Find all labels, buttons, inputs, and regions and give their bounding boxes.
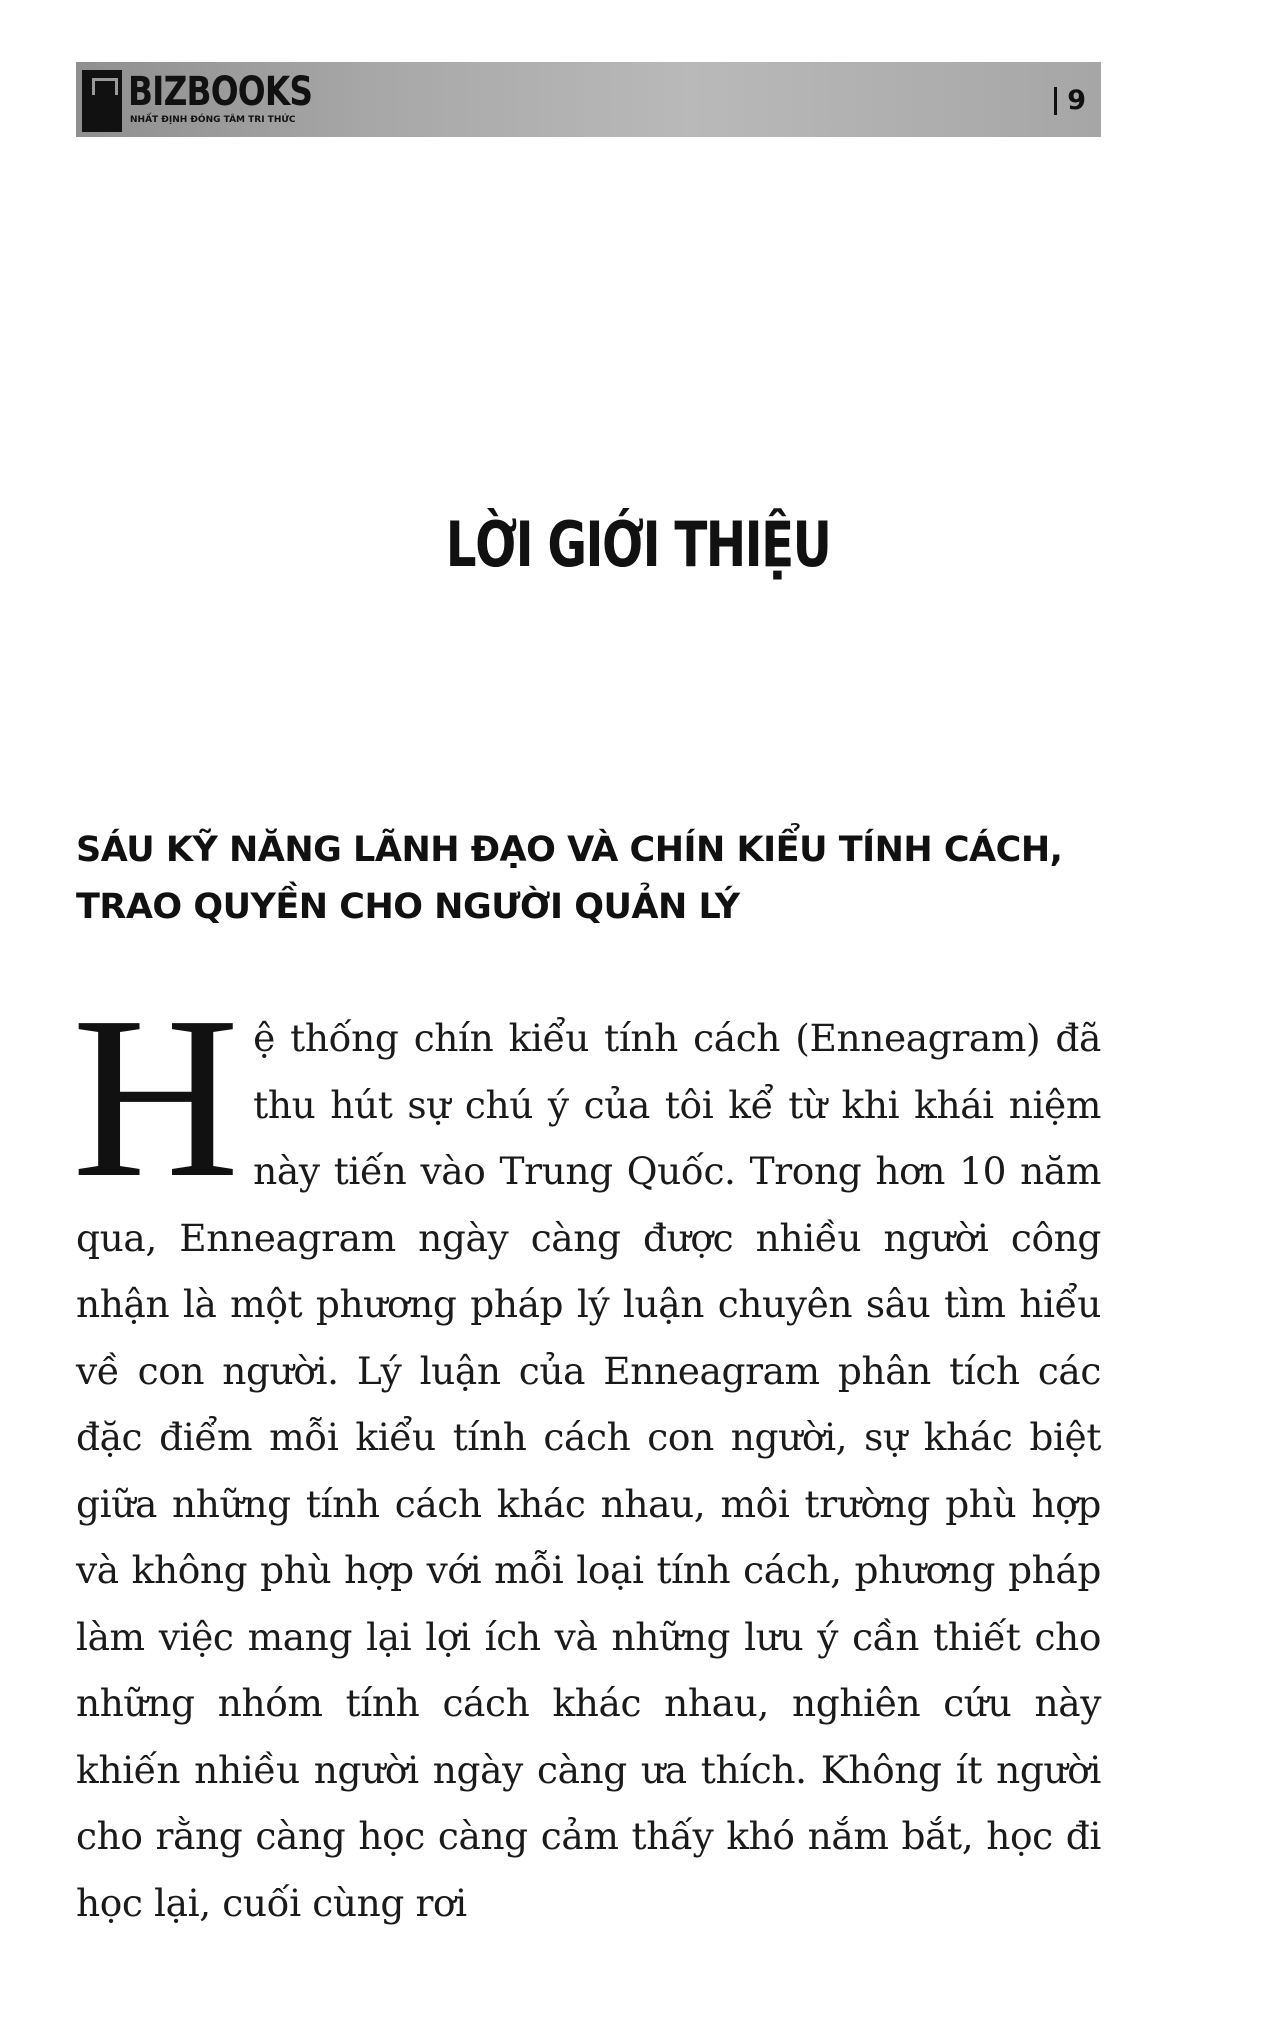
body-paragraph-text: ệ thống chín kiểu tính cách (Enneagram) đã thu hút sự chú ý của tôi kể từ khi khái niệm này tiến vào Trung Quốc. Trong hơn 10 năm qua, Enneagram ngày càng được nhiều người công nhận là một phương pháp lý luận chuyên sâu tìm hiểu về con người. Lý luận của Enneagram phân tích các đặc điểm mỗi kiểu tính cách con người, sự khác biệt giữa những tính cách khác nhau, môi trường phù hợp và không phù hợp với mỗi loại tính cách, phương pháp làm việc mang lại lợi ích và những lưu ý cần thiết cho những nhóm tính cách khác nhau, nghiên cứu này khiến nhiều người ngày càng ưa thích. Không ít người cho rằng càng học càng cảm thấy khó nắm bắt, học đi học lại, cuối cùng rơi [76,1016,1101,1925]
section-heading [76,822,1136,936]
section-heading-line-2: TRAO QUYỀN CHO NGƯỜI QUẢN LÝ [76,887,740,927]
page-number [1054,86,1086,116]
drop-cap: H [72,969,240,1226]
publisher-name: BIZBOOKS [128,69,313,115]
section-heading-line-1: SÁU KỸ NĂNG LÃNH ĐẠO VÀ CHÍN KIỂU TÍNH CÁCH, [76,830,1063,870]
publisher-logo [82,70,353,132]
chapter-title: LỜI GIỚI THIỆU [445,508,831,581]
publisher-tagline: NHẤT ĐỊNH ĐÓNG TÂM TRI THỨC [130,115,296,125]
page-number-value: 9 [1067,85,1086,116]
publisher-logo-mark-icon [82,70,122,132]
page-number-separator [1054,87,1057,115]
body-paragraph [72,969,1101,1936]
publisher-logo-text [128,70,353,126]
